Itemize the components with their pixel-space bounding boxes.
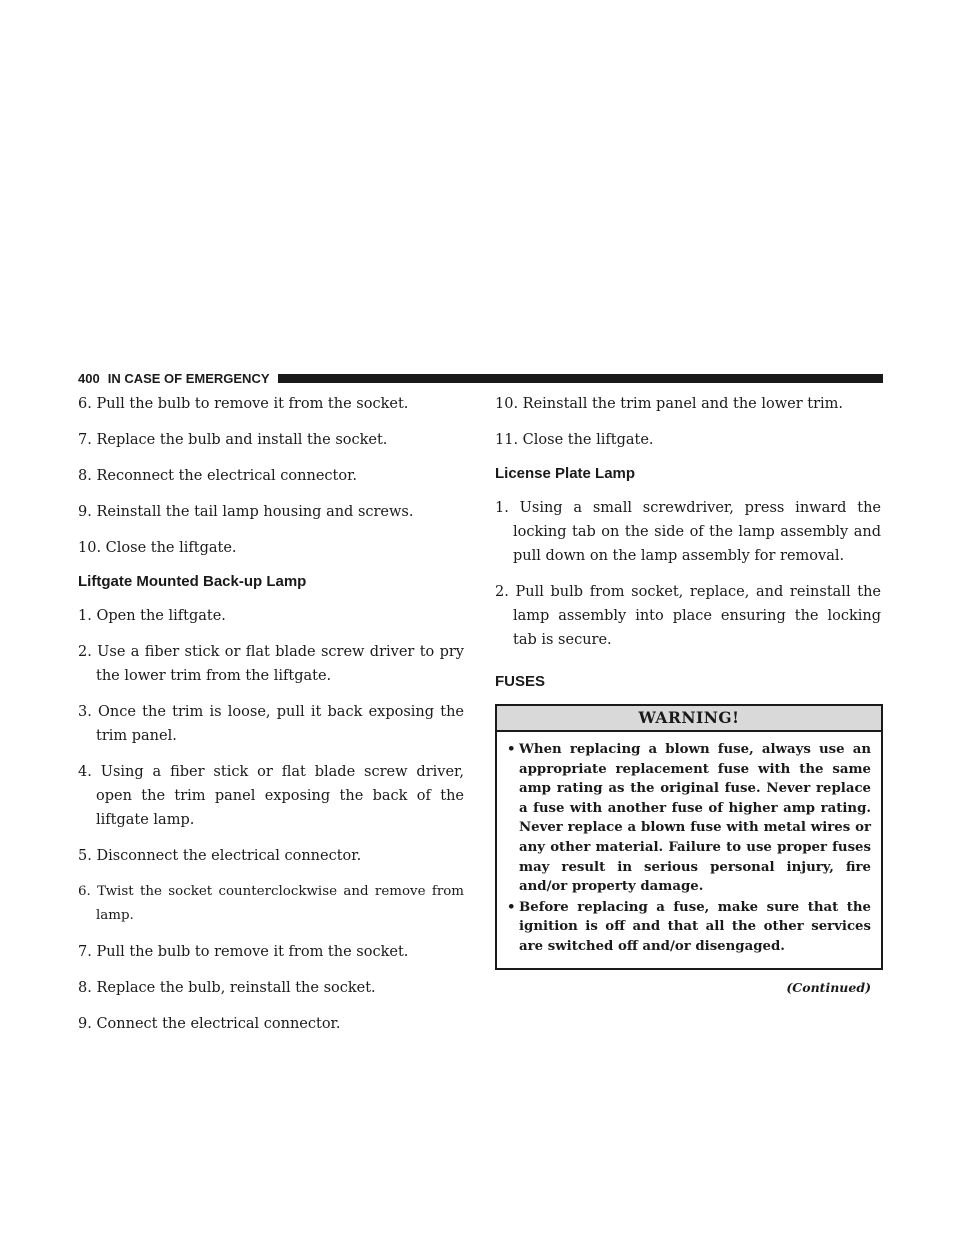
step-item: 2. Use a fiber stick or flat blade screw driver to pry the lower trim from the liftgate. [78,644,464,684]
page-header [78,370,883,386]
step-item: 2. Pull bulb from socket, replace, and reinstall the lamp assembly into place ensuring the locking tab is secure. [495,584,881,648]
step-item: 1. Using a small screwdriver, press inward the locking tab on the side of the lamp assembly and pull down on the lamp assembly for removal. [495,500,881,564]
warning-bullet-text: When replacing a blown fuse, always use an appropriate replacement fuse with the same amp rating as the original fuse. Never replace a fuse with another fuse of higher amp rating. Never replace a blown fuse with metal wires or any other material. Failure to use proper fuses may result in serious personal injury, fire and/or property damage. [519,742,871,895]
step-item: 4. Using a fiber stick or flat blade screw driver, open the trim panel exposing the back of the liftgate lamp. [78,764,464,828]
step-item: 6. Twist the socket counterclockwise and remove from lamp. [78,884,464,923]
step-item: 11. Close the liftgate. [495,432,654,448]
step-item: 3. Once the trim is loose, pull it back exposing the trim panel. [78,704,464,744]
step-item: 8. Reconnect the electrical connector. [78,468,358,484]
step-item: 9. Reinstall the tail lamp housing and screws. [78,504,414,520]
fuses-heading: FUSES [495,673,546,690]
warning-bullet [507,740,871,897]
warning-box [495,704,883,970]
right-column [495,392,881,995]
step-item: 9. Connect the electrical connector. [78,1016,341,1032]
step-item: 10. Reinstall the trim panel and the lower trim. [495,396,844,412]
warning-bullet [507,898,871,957]
left-column [78,392,464,1048]
section-title: IN CASE OF EMERGENCY [107,370,270,386]
step-item: 5. Disconnect the electrical connector. [78,848,362,864]
step-item: 7. Replace the bulb and install the socket. [78,432,388,448]
warning-bullet-text: Before replacing a fuse, make sure that the ignition is off and that all the other services are switched off and/or disengaged. [519,899,871,954]
backup-lamp-heading: Liftgate Mounted Back-up Lamp [78,573,307,590]
continued-note: (Continued) [786,979,871,995]
warning-body [497,732,881,968]
page-number: 400 [78,370,100,386]
step-item: 7. Pull the bulb to remove it from the socket. [78,944,409,960]
step-item: 6. Pull the bulb to remove it from the socket. [78,396,409,412]
step-item: 8. Replace the bulb, reinstall the socket. [78,980,376,996]
header-rule [278,374,884,383]
license-plate-lamp-heading: License Plate Lamp [495,465,636,482]
bullet-icon: • [507,742,516,757]
step-item: 1. Open the liftgate. [78,608,226,624]
bullet-icon: • [507,899,516,915]
step-item: 10. Close the liftgate. [78,540,237,556]
warning-title: WARNING! [497,706,881,732]
